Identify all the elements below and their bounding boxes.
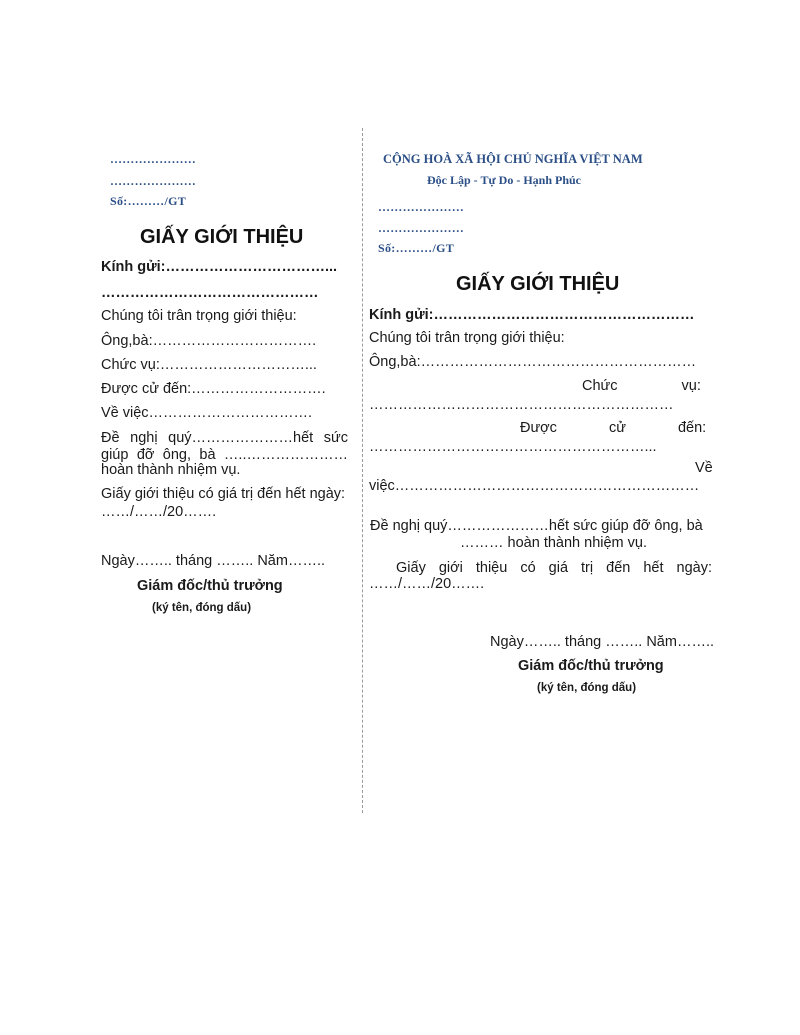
cut-line-divider — [362, 128, 363, 813]
left-de-nghi-line-3: hoàn thành nhiệm vụ. — [101, 462, 241, 478]
left-kinh-gui-continuation: ……………………………………… — [101, 285, 319, 301]
left-header-dots-1: ………………… — [110, 152, 197, 166]
right-ong-ba-field: Ông,bà:………………………………………………… — [369, 354, 697, 370]
left-validity-line: Giấy giới thiệu có giá trị đến hết ngày: — [101, 486, 346, 502]
right-motto: Độc Lập - Tự Do - Hạnh Phúc — [427, 173, 582, 187]
right-duoc-cu-dots: …………………………………………………... — [369, 439, 657, 455]
right-intro-line: Chúng tôi trân trọng giới thiệu: — [369, 330, 565, 346]
right-document-number: Số:………/GT — [378, 241, 455, 255]
right-kinh-gui: Kính gửi:……………………………………………… — [369, 307, 695, 323]
left-kinh-gui: Kính gửi:……………………………... — [101, 259, 338, 275]
left-form-title: GIẤY GIỚI THIỆU — [140, 226, 304, 248]
left-date-line: Ngày…….. tháng …….. Năm…….. — [101, 553, 326, 569]
right-validity-date: ……/……/20……. — [369, 576, 485, 592]
left-ong-ba-field: Ông,bà:……………………………. — [101, 333, 317, 349]
left-signer-title: Giám đốc/thủ trưởng — [137, 578, 283, 594]
right-chuc-vu-label: Chức vụ: — [582, 378, 701, 394]
left-document-number: Số:………/GT — [110, 194, 187, 208]
right-header-dots-1: ………………… — [378, 200, 465, 214]
right-form-title: GIẤY GIỚI THIỆU — [456, 273, 620, 295]
right-header-dots-2: ………………… — [378, 221, 465, 235]
left-sign-note: (ký tên, đóng dấu) — [152, 602, 252, 614]
left-de-nghi-line-1: Đề nghị quý…………………hết sức — [101, 430, 348, 446]
right-ve-label: Về — [695, 460, 713, 476]
right-chuc-vu-dots: ……………………………………………………… — [369, 397, 674, 413]
left-ve-viec-field: Về việc……………………………. — [101, 405, 313, 421]
right-duoc-cu-label: Được cử đến: — [520, 420, 707, 436]
right-sign-note: (ký tên, đóng dấu) — [537, 682, 637, 694]
left-de-nghi-line-2: giúp đỡ ông, bà …..………………… — [101, 447, 348, 463]
right-national-title: CỘNG HOÀ XÃ HỘI CHỦ NGHĨA VIỆT NAM — [383, 152, 643, 166]
left-duoc-cu-den-field: Được cử đến:………………………. — [101, 381, 326, 397]
left-header-dots-2: ………………… — [110, 174, 197, 188]
right-de-nghi-line-2: ……… hoàn thành nhiệm vụ. — [460, 535, 647, 551]
left-validity-date: ……/……/20……. — [101, 504, 217, 520]
left-chuc-vu-field: Chức vụ:…………………………... — [101, 357, 317, 373]
right-ve-viec-dots: việc……………………………………………………… — [369, 478, 700, 494]
right-de-nghi-line-1: Đề nghị quý…………………hết sức giúp đỡ ông, bà — [370, 518, 703, 534]
right-date-line: Ngày…….. tháng …….. Năm…….. — [490, 634, 715, 650]
right-signer-title: Giám đốc/thủ trưởng — [518, 658, 664, 674]
left-intro-line: Chúng tôi trân trọng giới thiệu: — [101, 308, 297, 324]
right-validity-line: Giấy giới thiệu có giá trị đến hết ngày: — [396, 560, 712, 576]
